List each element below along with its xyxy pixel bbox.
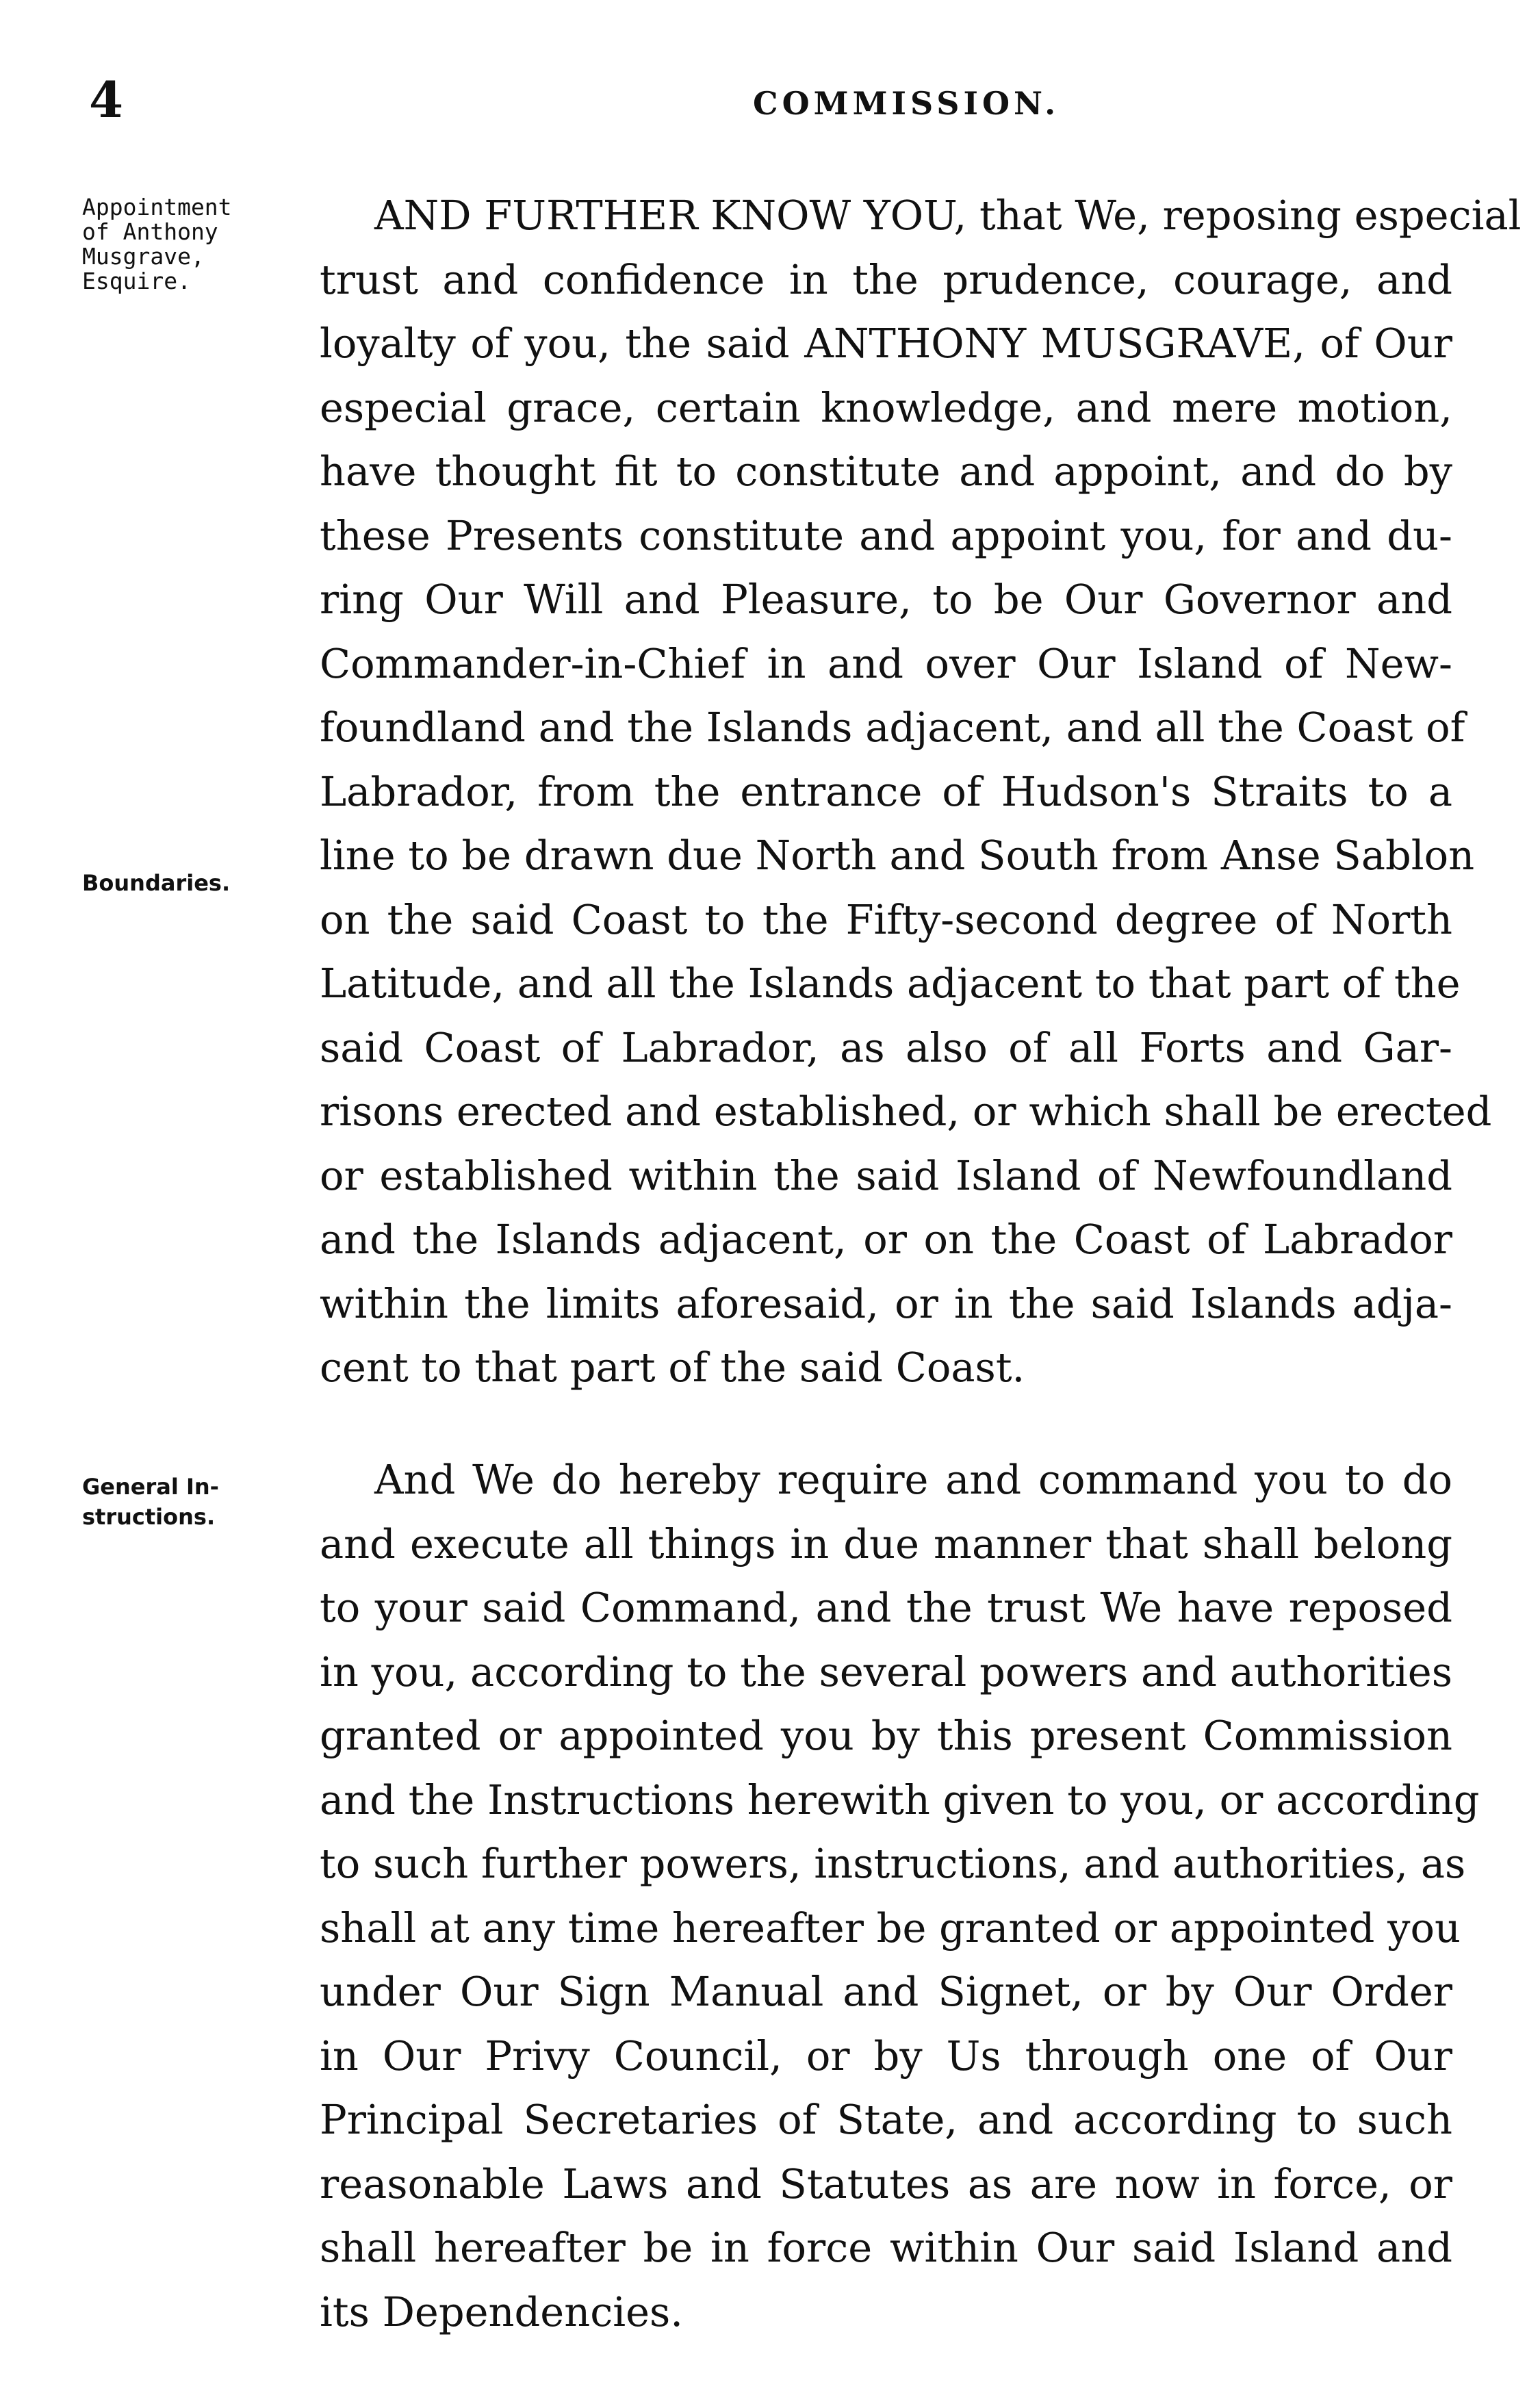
text-line: loyalty of you, the said ANTHONY MUSGRAVE, of Our xyxy=(320,320,1452,367)
text-line: and the Islands adjacent, or on the Coast of Labrador xyxy=(320,1216,1452,1263)
text-line: AND FURTHER KNOW YOU, that We, reposing especial xyxy=(374,192,1522,239)
text-line: in Our Privy Council, or by Us through one of Our xyxy=(320,2032,1452,2079)
text-line: and the Instructions herewith given to you, or according xyxy=(320,1776,1480,1823)
sidenote-general-instructions: General In- structions. xyxy=(82,1474,219,1530)
paragraph-general-instructions xyxy=(320,1448,1480,2344)
text-line: cent to that part of the said Coast. xyxy=(320,1344,1025,1391)
text-line: to such further powers, instructions, and authorities, as xyxy=(320,1840,1466,1887)
text-line: line to be drawn due North and South from Anse Sablon xyxy=(320,832,1475,879)
text-line: these Presents constitute and appoint you, for and du- xyxy=(320,511,1452,559)
text-line: have thought fit to constitute and appoint, and do by xyxy=(320,448,1452,495)
text-line: and execute all things in due manner that shall belong xyxy=(320,1520,1452,1567)
text-line: And We do hereby require and command you to do xyxy=(374,1456,1452,1503)
sidenote-appointment: Appointment of Anthony Musgrave, Esquire. xyxy=(82,194,232,294)
text-line: said Coast of Labrador, as also of all Forts and Gar- xyxy=(320,1023,1452,1071)
text-line: under Our Sign Manual and Signet, or by Our Order xyxy=(320,1968,1452,2015)
sidenote-boundaries: Boundaries. xyxy=(82,870,231,896)
text-line: Principal Secretaries of State, and according to such xyxy=(320,2096,1452,2143)
text-line: granted or appointed you by this present Commission xyxy=(320,1712,1452,1759)
text-line: its Dependencies. xyxy=(320,2288,684,2335)
text-line: trust and confidence in the prudence, courage, and xyxy=(320,255,1452,303)
text-line: in you, according to the several powers and authorities xyxy=(320,1648,1452,1695)
text-line: foundland and the Islands adjacent, and all the Coast of xyxy=(320,704,1465,751)
text-line: Latitude, and all the Islands adjacent to that part of the xyxy=(320,960,1461,1007)
text-line: reasonable Laws and Statutes as are now in force, or xyxy=(320,2160,1452,2207)
running-title: COMMISSION. xyxy=(753,85,1060,122)
text-line: shall hereafter be in force within Our said Island and xyxy=(320,2224,1452,2271)
text-line: ring Our Will and Pleasure, to be Our Governor and xyxy=(320,576,1452,623)
text-line: or established within the said Island of Newfoundland xyxy=(320,1151,1452,1199)
text-line: Commander-in-Chief in and over Our Island of New- xyxy=(320,639,1452,687)
text-line: to your said Command, and the trust We have reposed xyxy=(320,1584,1452,1631)
text-line: Labrador, from the entrance of Hudson's Straits to a xyxy=(320,767,1452,815)
text-line: risons erected and established, or which shall be erected xyxy=(320,1088,1492,1135)
text-line: on the said Coast to the Fifty-second degree of North xyxy=(320,895,1452,943)
text-line: especial grace, certain knowledge, and mere motion, xyxy=(320,383,1452,431)
text-line: within the limits aforesaid, or in the said Islands adja- xyxy=(320,1279,1452,1327)
page-number: 4 xyxy=(89,71,124,129)
text-line: shall at any time hereafter be granted or appointed you xyxy=(320,1904,1461,1951)
paragraph-appointment xyxy=(320,183,1522,1400)
